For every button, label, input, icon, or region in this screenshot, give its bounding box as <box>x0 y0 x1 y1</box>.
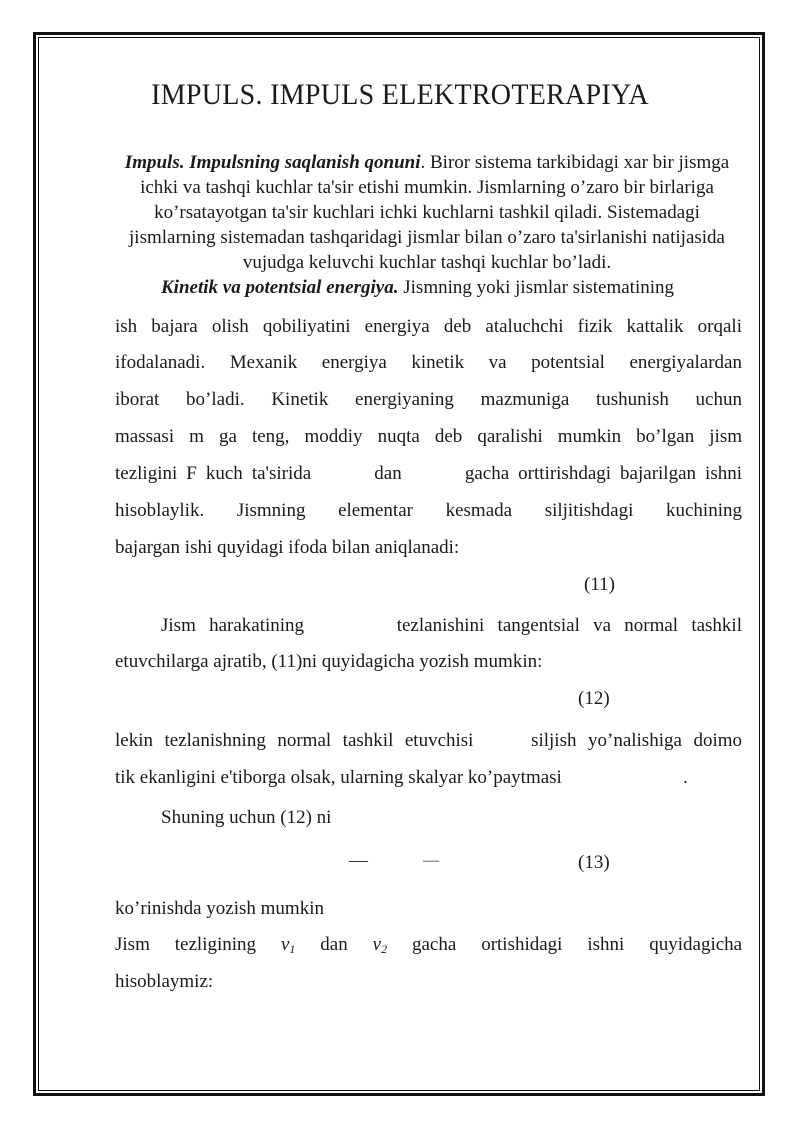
energy-line-1-rest: Jismning yoki jismlar sistematining <box>398 277 674 298</box>
energy-line-5: massasi m ga teng, moddiy nuqta deb qaralishi mumkin bo’lgan jism <box>115 426 742 447</box>
intro-paragraph <box>112 150 742 275</box>
final-word: Jism <box>115 934 150 955</box>
final-line-1 <box>115 933 742 961</box>
v1-symbol: $v_1$ <box>280 934 296 956</box>
equation-13-fraction-bar: — <box>349 850 368 871</box>
energy-line-4: iborat bo’ladi. Kinetik energiyaning mazmuniga tushunish uchun <box>115 389 742 410</box>
energy-line-6: tezligini F kuch ta'sirida dan gacha orttirishdagi bajarilgan ishni <box>115 463 742 484</box>
final-line-2: hisoblaymiz: <box>115 971 214 992</box>
normal-line-2: tik ekanligini e'tiborga olsak, ularning skalyar ko’paytmasi <box>115 767 562 788</box>
energy-line-3: ifodalanadi. Mexanik energiya kinetik va potentsial energiyalardan <box>115 352 742 373</box>
shuning-line: Shuning uchun (12) ni <box>161 807 332 828</box>
page-title: IMPULS. IMPULS ELEKTROTERAPIYA <box>151 78 649 111</box>
accel-line-2: etuvchilarga ajratib, (11)ni quyidagicha yozish mumkin: <box>115 651 543 672</box>
energy-lead: Kinetik va potentsial energiya. <box>161 277 399 298</box>
korinishda-line: ko’rinishda yozish mumkin <box>115 898 324 919</box>
normal-line-1: lekin tezlanishning normal tashkil etuvchisi siljish yo’nalishiga doimo <box>115 730 742 751</box>
normal-line-2-period: . <box>683 767 688 788</box>
equation-number-12: (12) <box>578 688 610 709</box>
energy-line-2: ish bajara olish qobiliyatini energiya deb ataluchchi fizik kattalik orqali <box>115 316 742 337</box>
energy-line-7: hisoblaylik. Jismning elementar kesmada siljitishdagi kuchining <box>115 500 742 521</box>
intro-text: . Biror sistema tarkibidagi xar bir jismga ichki va tashqi kuchlar ta'sir etishi mumkin. Jismlarning o’zaro bir birlariga ko’rsatayotgan ta'sir kuchlari ichki kuchlarni tashkil qiladi. Sistemadagi jismlarning sistemadan tashqaridagi jismlar bilan o’zaro ta'sirlanishi natijasida vujudga keluvchi kuchlar tashqi kuchlar bo’ladi. <box>129 152 730 273</box>
final-word: ishni <box>587 934 625 955</box>
energy-line-8: bajargan ishi quyidagi ifoda bilan aniqlanadi: <box>115 537 460 558</box>
accel-line-1: Jism harakatining tezlanishini tangentsial va normal tashkil <box>161 615 742 636</box>
final-word: dan <box>320 934 348 955</box>
equation-number-11: (11) <box>584 574 615 595</box>
final-word: ortishidagi <box>481 934 563 955</box>
v2-symbol: $v_2$ <box>372 934 388 956</box>
intro-lead: Impuls. Impulsning saqlanish qonuni <box>124 152 421 173</box>
equation-13-fraction-bar: — <box>423 852 439 869</box>
final-word: gacha <box>411 934 457 955</box>
final-word: tezligining <box>174 934 257 955</box>
final-word: quyidagicha <box>649 934 743 955</box>
energy-line-1 <box>161 276 674 300</box>
equation-number-13: (13) <box>578 852 610 873</box>
